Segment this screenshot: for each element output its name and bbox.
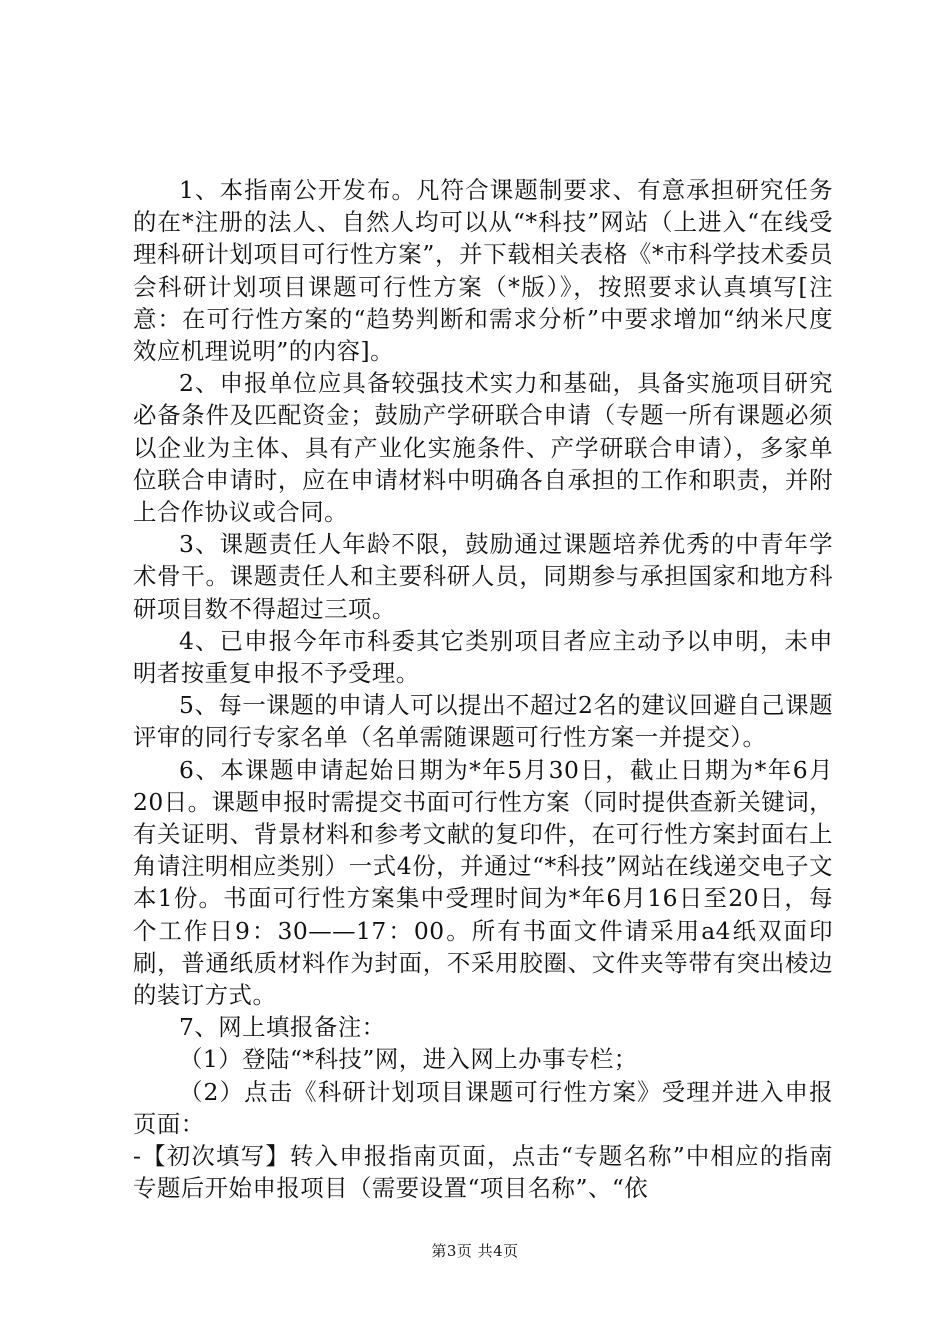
paragraph-first-fill: -【初次填写】转入申报指南页面，点击“专题名称”中相应的指南专题后开始申报项目（需要设置“项目名称”、“依 <box>133 1142 833 1203</box>
paragraph-5: 5、每一课题的申请人可以提出不超过2名的建议回避自己课题评审的同行专家名单（名单需随课题可行性方案一并提交）。 <box>133 691 833 752</box>
paragraph-4: 4、已申报今年市科委其它类别项目者应主动予以申明，未申明者按重复申报不予受理。 <box>133 626 833 688</box>
document-body <box>133 174 833 1205</box>
paragraph-7-2: （2）点击《科研计划项目课题可行性方案》受理并进入申报页面： <box>133 1077 833 1138</box>
paragraph-2: 2、申报单位应具备较强技术实力和基础，具备实施项目研究必备条件及匹配资金；鼓励产学研联合申请（专题一所有课题必须以企业为主体、具有产业化实施条件、产学研联合申请），多家单位联合申请时，应在申请材料中明确各自承担的工作和职责，并附上合作协议或合同。 <box>133 369 833 527</box>
page-footer: 第3页 共4页 <box>431 1242 519 1260</box>
paragraph-1: 1、本指南公开发布。凡符合课题制要求、有意承担研究任务的在*注册的法人、自然人均可以从“*科技”网站（上进入“在线受理科研计划项目可行性方案”，并下载相关表格《*市科学技术委员会科研计划项目课题可行性方案（*版）》，按照要求认真填写[注意：在可行性方案的“趋势判断和需求分析”中要求增加“纳米尺度效应机理说明”的内容]。 <box>133 176 833 366</box>
paragraph-7-1: （1）登陆“*科技”网，进入网上办事专栏； <box>179 1045 638 1074</box>
paragraph-6: 6、本课题申请起始日期为*年5月30日，截止日期为*年6月20日。课题申报时需提交书面可行性方案（同时提供查新关键词，有关证明、背景材料和参考文献的复印件，在可行性方案封面右上角请注明相应类别）一式4份，并通过“*科技”网站在线递交电子文本1份。书面可行性方案集中受理时间为*年6月16日至20日，每个工作日9：30——17：00。所有书面文件请采用a4纸双面印刷，普通纸质材料作为封面，不采用胶圈、文件夹等带有突出棱边的装订方式。 <box>133 755 833 1010</box>
paragraph-7: 7、网上填报备注： <box>179 1013 386 1042</box>
paragraph-3: 3、课题责任人年龄不限，鼓励通过课题培养优秀的中青年学术骨干。课题责任人和主要科研人员，同期参与承担国家和地方科研项目数不得超过三项。 <box>133 530 833 623</box>
